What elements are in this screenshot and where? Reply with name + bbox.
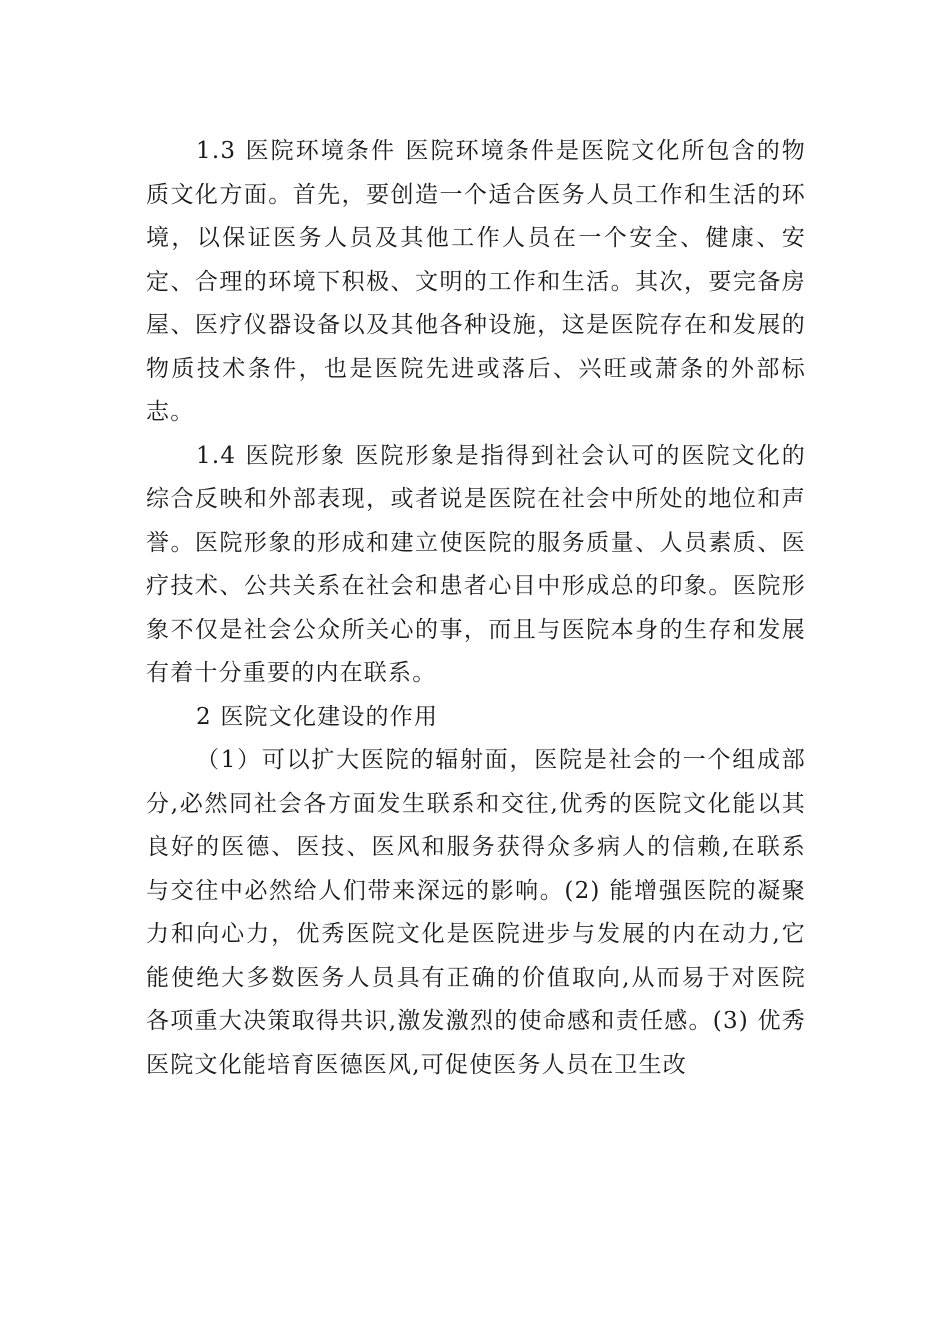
paragraph-role-of-culture: （1）可以扩大医院的辐射面，医院是社会的一个组成部分,必然同社会各方面发生联系和交往,优秀的医院文化能以其良好的医德、医技、医风和服务获得众多病人的信赖,在联系与交往中必然给人们带来深远的影响。(2) 能增强医院的凝聚力和向心力，优秀医院文化是医院进步与发展的内在动力,它能使绝大多数医务人员具有正确的价值取向,从而易于对医院各项重大决策取得共识,激发激烈的使命感和责任感。(3) 优秀医院文化能培育医德医风,可促使医务人员在卫生改	[146, 747, 806, 1078]
section-heading-role-of-culture: 2 医院文化建设的作用	[196, 703, 439, 730]
document-page	[146, 130, 806, 1087]
paragraph-hospital-environment: 1.3 医院环境条件 医院环境条件是医院文化所包含的物质文化方面。首先，要创造一个适合医务人员工作和生活的环境，以保证医务人员及其他工作人员在一个安全、健康、安定、合理的环境下积极、文明的工作和生活。其次，要完备房屋、医疗仪器设备以及其他各种设施，这是医院存在和发展的物质技术条件，也是医院先进或落后、兴旺或萧条的外部标志。	[146, 138, 806, 425]
paragraph-hospital-image: 1.4 医院形象 医院形象是指得到社会认可的医院文化的综合反映和外部表现，或者说是医院在社会中所处的地位和声誉。医院形象的形成和建立使医院的服务质量、人员素质、医疗技术、公共关系在社会和患者心目中形成总的印象。医院形象不仅是社会公众所关心的事，而且与医院本身的生存和发展有着十分重要的内在联系。	[146, 442, 806, 686]
